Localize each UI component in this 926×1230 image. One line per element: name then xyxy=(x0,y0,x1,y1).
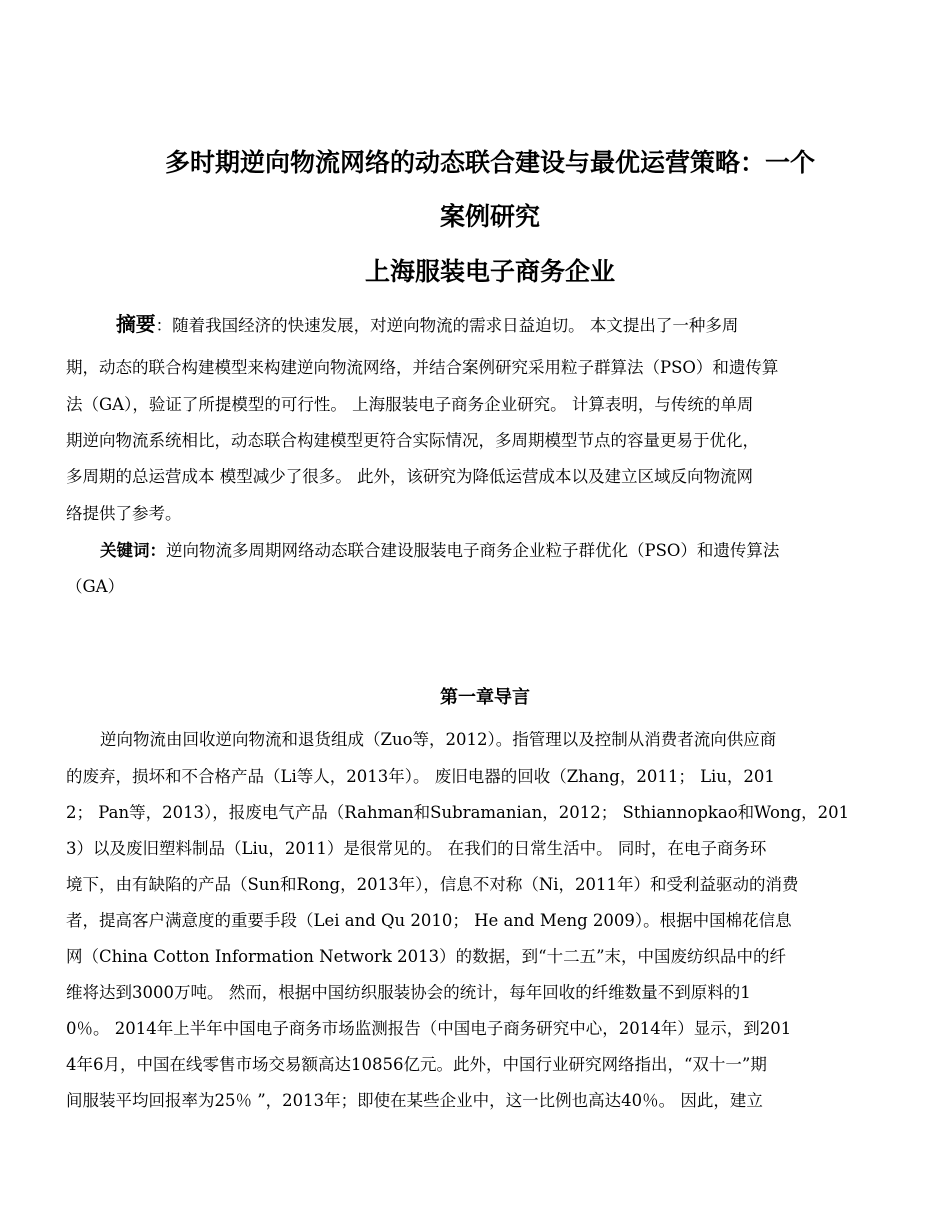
keywords-line-1 xyxy=(100,540,779,562)
abstract-line-4: 期逆向物流系统相比，动态联合构建模型更符合实际情况，多周期模型节点的容量更易于优化， xyxy=(66,431,759,450)
keywords-label: 关键词： xyxy=(100,541,166,560)
abstract-label: 摘要 xyxy=(116,313,156,336)
abstract-colon: ： xyxy=(155,316,173,335)
abstract-line-3: 法（GA），验证了所提模型的可行性。 上海服装电子商务企业研究。 计算表明，与传统的单周 xyxy=(66,395,754,414)
body-line-2: 的废弃，损坏和不合格产品（Li等人，2013年）。 废旧电器的回收（Zhang，2011； Liu，201 xyxy=(66,767,775,786)
body-line-1: 逆向物流由回收逆向物流和退货组成（Zuo等，2012）。指管理以及控制从消费者流向供应商 xyxy=(100,730,777,749)
keywords-text-1: 逆向物流多周期网络动态联合建设服装电子商务企业粒子群优化（PSO）和遗传算法 xyxy=(166,541,780,560)
keywords-line-2: （GA） xyxy=(66,577,125,596)
abstract-text-1: 随着我国经济的快速发展，对逆向物流的需求日益迫切。 本文提出了一种多周 xyxy=(172,316,739,335)
body-line-8: 维将达到3000万吨。 然而，根据中国纺织服装协会的统计，每年回收的纤维数量不到原料的1 xyxy=(66,983,751,1002)
body-line-9: 0％。 2014年上半年中国电子商务市场监测报告（中国电子商务研究中心，2014年）显示，到201 xyxy=(66,1019,792,1038)
abstract-line-2: 期，动态的联合构建模型来构建逆向物流网络，并结合案例研究采用粒子群算法（PSO）和遗传算 xyxy=(66,358,779,377)
body-line-6: 者，提高客户满意度的重要手段（Lei and Qu 2010； He and Meng 2009）。根据中国棉花信息 xyxy=(66,911,792,930)
abstract-line-1 xyxy=(116,314,738,337)
body-line-11: 间服装平均回报率为25％ ”，2013年；即使在某些企业中，这一比例也高达40％。 因此，建立 xyxy=(66,1091,763,1110)
abstract-line-5: 多周期的总运营成本 模型减少了很多。 此外，该研究为降低运营成本以及建立区域反向物流网 xyxy=(66,467,753,486)
body-line-4: 3）以及废旧塑料制品（Liu，2011）是很常见的。 在我们的日常生活中。 同时，在电子商务环 xyxy=(66,839,767,858)
body-line-5: 境下，由有缺陷的产品（Sun和Rong，2013年），信息不对称（Ni，2011年）和受利益驱动的消费 xyxy=(66,875,799,894)
body-line-7: 网（China Cotton Information Network 2013）的数据，到“十二五”末，中国废纺织品中的纤 xyxy=(66,947,787,966)
title-line-1: 多时期逆向物流网络的动态联合建设与最优运营策略：一个 xyxy=(164,148,815,177)
body-line-10: 4年6月，中国在线零售市场交易额高达10856亿元。此外，中国行业研究网络指出，“双十一”期 xyxy=(66,1055,767,1074)
title-line-3: 上海服装电子商务企业 xyxy=(364,257,615,286)
body-line-3: 2； Pan等，2013），报废电气产品（Rahman和Subramanian，2012； Sthiannopkao和Wong，201 xyxy=(66,803,850,822)
abstract-line-6: 络提供了参考。 xyxy=(66,504,182,523)
chapter-heading: 第一章导言 xyxy=(440,687,530,708)
title-line-2: 案例研究 xyxy=(439,202,540,231)
